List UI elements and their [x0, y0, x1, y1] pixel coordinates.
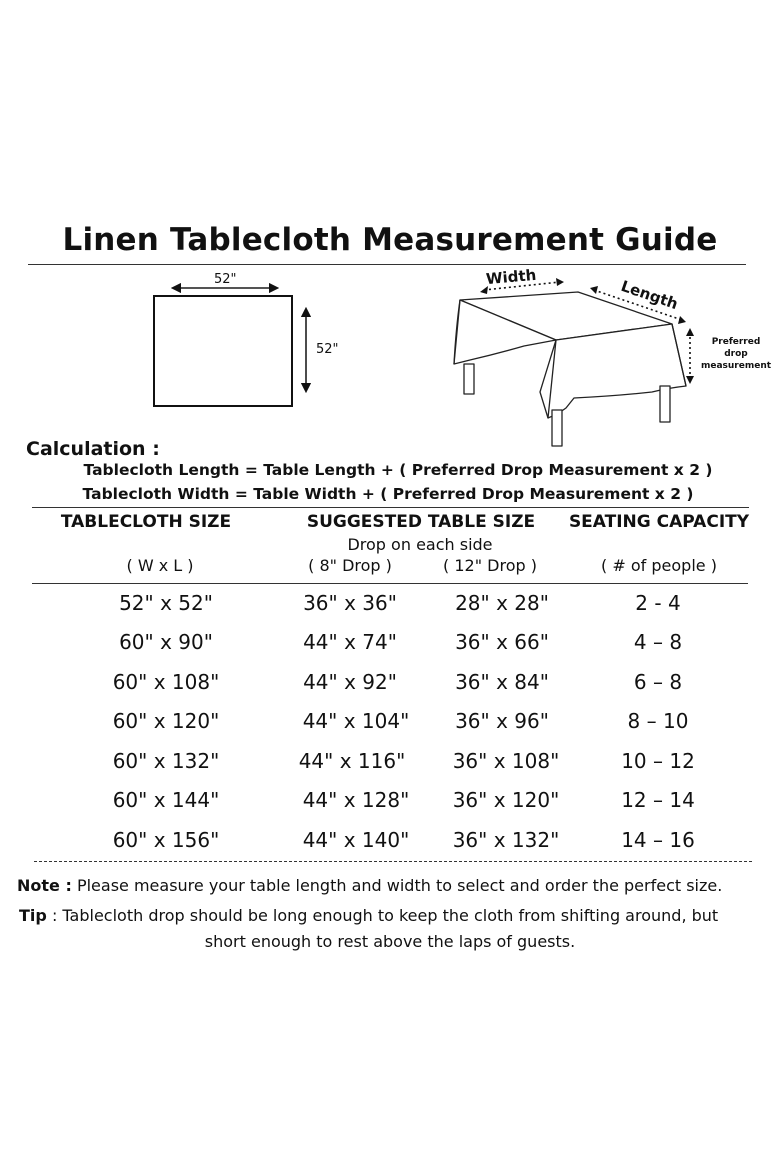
note-label: Note :	[17, 876, 72, 895]
drop-label-line-1: Preferred	[711, 337, 761, 347]
drop-caption: Drop on each side	[347, 535, 493, 554]
cell-seating: 10 – 12	[621, 749, 695, 773]
cell-12-drop: 36" x 96"	[455, 709, 549, 733]
cell-seating: 14 – 16	[621, 828, 695, 852]
length-formula: Tablecloth Length = Table Length + ( Preferred Drop Measurement x 2 )	[83, 461, 713, 479]
cell-12-drop: 36" x 108"	[452, 749, 560, 773]
cell-seating: 4 – 8	[633, 630, 683, 654]
cell-8-drop: 44" x 104"	[302, 709, 410, 733]
cell-tablecloth-size: 60" x 144"	[112, 788, 220, 812]
note-text: Please measure your table length and width to select and order the perfect size.	[71, 876, 723, 895]
cell-12-drop: 28" x 28"	[455, 591, 549, 615]
table-length-label: Length	[618, 276, 681, 314]
tip-line-2: short enough to rest above the laps of guests.	[204, 932, 576, 951]
square-height-label: 52"	[316, 342, 339, 357]
cell-8-drop: 36" x 36"	[303, 591, 397, 615]
calculation-label: Calculation :	[26, 438, 160, 460]
cell-seating: 8 – 10	[627, 709, 689, 733]
header-suggested-table-size: SUGGESTED TABLE SIZE	[306, 512, 536, 532]
cell-8-drop: 44" x 140"	[302, 828, 410, 852]
cell-seating: 6 – 8	[633, 670, 683, 694]
cell-8-drop: 44" x 128"	[302, 788, 410, 812]
header-tablecloth-size: TABLECLOTH SIZE	[60, 512, 232, 532]
cell-12-drop: 36" x 132"	[452, 828, 560, 852]
cell-8-drop: 44" x 92"	[303, 670, 397, 694]
subheader-12-drop: ( 12" Drop )	[443, 556, 537, 575]
subheader-people: ( # of people )	[601, 556, 717, 575]
calculation-divider	[32, 507, 749, 508]
drop-label-line-3: measurement	[700, 361, 772, 371]
cell-tablecloth-size: 52" x 52"	[119, 591, 213, 615]
header-divider	[32, 583, 748, 584]
page-title: Linen Tablecloth Measurement Guide	[62, 222, 718, 258]
header-seating-capacity: SEATING CAPACITY	[568, 512, 750, 532]
subheader-8-drop: ( 8" Drop )	[308, 556, 392, 575]
cell-8-drop: 44" x 74"	[303, 630, 397, 654]
drop-label	[700, 336, 772, 372]
cell-12-drop: 36" x 120"	[452, 788, 560, 812]
width-formula: Tablecloth Width = Table Width + ( Preferred Drop Measurement x 2 )	[82, 485, 694, 503]
title-divider	[28, 264, 746, 265]
tip-line	[19, 906, 718, 925]
tip-text: : Tablecloth drop should be long enough to keep the cloth from shifting around, but	[46, 906, 719, 925]
cell-12-drop: 36" x 84"	[455, 670, 549, 694]
cell-tablecloth-size: 60" x 108"	[112, 670, 220, 694]
square-diagram	[140, 266, 360, 416]
cell-seating: 2 - 4	[635, 591, 681, 615]
cell-seating: 12 – 14	[621, 788, 695, 812]
square-outline	[154, 296, 292, 406]
square-width-label: 52"	[214, 272, 237, 287]
cell-tablecloth-size: 60" x 90"	[119, 630, 213, 654]
table-width-label: Width	[485, 265, 537, 289]
cell-8-drop: 44" x 116"	[298, 749, 406, 773]
cell-tablecloth-size: 60" x 120"	[112, 709, 220, 733]
dashed-separator	[34, 861, 752, 862]
cell-tablecloth-size: 60" x 156"	[112, 828, 220, 852]
cell-tablecloth-size: 60" x 132"	[112, 749, 220, 773]
subheader-wxl: ( W x L )	[126, 556, 194, 575]
tip-label: Tip	[19, 906, 47, 925]
note-line	[17, 876, 722, 895]
drop-label-line-2: drop	[724, 349, 748, 359]
cell-12-drop: 36" x 66"	[455, 630, 549, 654]
